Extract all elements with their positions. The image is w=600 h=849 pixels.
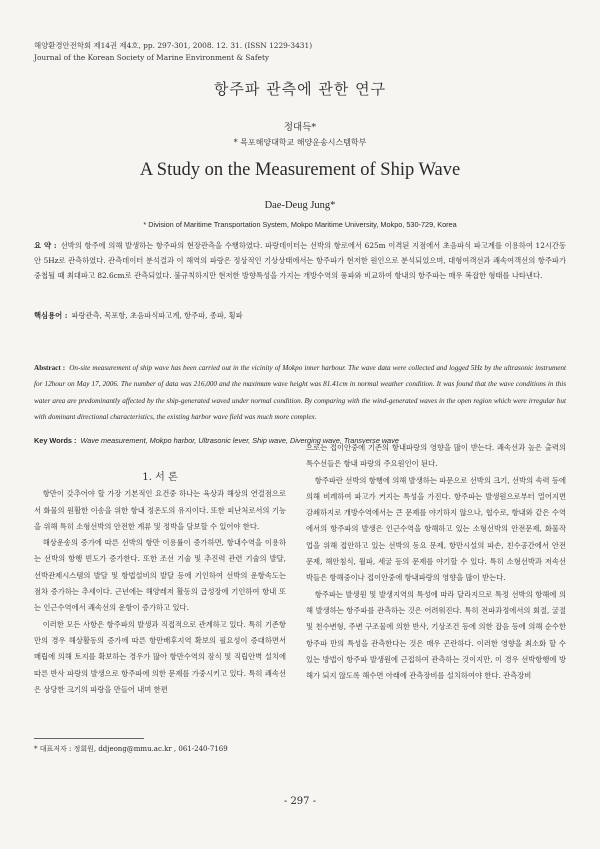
section-heading: 1. 서 론 bbox=[142, 472, 178, 483]
affiliation-korean: * 목포해양대학교 해양운송시스템학부 bbox=[233, 138, 367, 147]
author-english: Dae-Deug Jung* bbox=[264, 200, 336, 211]
keywords-english-label: Key Words : bbox=[34, 436, 77, 445]
body-paragraph: 항주파란 선박의 항행에 의해 발생하는 파문으로 선박의 크기, 선박의 속력 등에 의해 비례하여 파고가 커지는 특성을 가진다. 항주파는 발생원으로부터 멀어지면 감쇄하지로 개방수역에서는 큰 문제를 야기하지 않으나, 협수로, 항내와 같은 수역에서의 항주파의 발생은 인근수역을 항해하고 있는 소형선박의 안전문제, 화물작업을 위해 접안하고 있는 선박의 동요 문제, 항만시설의 파손, 친수공간에서 안전문제, 해안침식, 월파, 세굴 등의 문제를 야기할 수 있다. 특히 소형선박과 저속선박들은 항해중이나 접이안중에 항내파랑의 영향을 많이 받는다. bbox=[306, 475, 566, 583]
author-korean: 정대득* bbox=[283, 122, 317, 133]
keywords-english-text: Wave measurement, Mokpo harbor, Ultrasonic lever, Ship wave, Diverging wave, Transverse wave bbox=[80, 436, 399, 445]
keywords-korean-label: 핵심용어 : bbox=[34, 311, 68, 320]
keywords-korean-text: 파랑관측, 목포항, 초음파식파고계, 항주파, 종파, 횡파 bbox=[71, 311, 243, 320]
body-paragraph: 해상운송의 증가에 따른 선박의 항만 이용률이 증가하면, 항내수역을 이용하는 선박의 항행 빈도가 증가한다. 또한 조선 기술 및 추진력 관련 기술의 발달, 선박관제시스템의 발달 및 항법설비의 발달 등에 기인하여 선박의 운항속도는 점차 증가하는 추세이다. 근년에는 해양레저 활동의 급성장에 기인하여 항내 또는 인근수역에서 쾌속선의 운항이 증가하고 있다. bbox=[34, 538, 286, 613]
abstract-english-text: On-site measurement of ship wave has been carried out in the vicinity of Mokpo inner harbour. The wave data were collected and logged 5Hz by the ultrasonic instrument for 12hour on May 17, 2006. The number of data was 216,000 and the maximum wave height was 81.41cm in normal weather condition. It was found that the wave conditions in this water area are predominantly affected by the ship-generated waved under normal condition. By comparing with the wind-generated waves in the open region which were irregular but with dominant directional characteristics, the existing harbor wave field was much more complex. bbox=[34, 364, 566, 422]
journal-header-citation: 해양환경안전학회 제14권 제4호, pp. 297-301, 2008. 12. 31. (ISSN 1229-3431) bbox=[34, 41, 313, 50]
abstract-korean-label: 요 약 : bbox=[34, 241, 57, 250]
body-column-right bbox=[306, 440, 566, 684]
body-paragraph: 항주파는 발생원 및 발생지역의 특성에 따라 달라지므로 특정 선박의 항해에 의해 발생하는 항주파를 관측하는 것은 어려워진다. 특히 전파과정에서의 회절, 굴절 및 천수변형, 주변 구조물에 의한 반사, 기상조건 등에 의한 잡음 등에 의해 순수한 항주파 만의 특성을 관측한다는 것은 매우 곤란하다. 이러한 영향을 최소화 할 수 있는 방법이 항주파 발생원에 근접하여 관측하는 것이지만, 이 경우 선박항행에 방해가 되지 않도록 해수면 아래에 관측장비를 설치하여야 한다. 관측장비 bbox=[306, 589, 566, 681]
abstract-korean bbox=[34, 238, 566, 283]
abstract-korean-text: 선박의 항주에 의해 발생하는 항주파의 현장관측을 수행하였다. 파랑데이터는 선박의 항로에서 625m 이격된 지점에서 초음파식 파고계를 이용하여 12시간동안 5Hz로 관측하였다. 관측데이터 분석결과 이 해역의 파랑은 정상적인 기상상태에서는 항주파가 현저한 원인으로 분석되었으며, 대형여객선과 쾌속여객선의 항주파가 중첩될 때 최대파고 82.6cm로 관측되었다. 불규칙하지만 현저한 방향특성을 가지는 개방수역의 풍파와 비교하여 항내의 항주파는 매우 복잡한 형태를 나타낸다. bbox=[34, 241, 566, 280]
title-english: A Study on the Measurement of Ship Wave bbox=[139, 160, 461, 180]
body-paragraph: 으로는 접이안중에 기존의 항내파랑의 영향을 많이 받는다. 쾌속선과 높은 출력의 특수선들은 항내 파랑의 주요원인이 된다. bbox=[306, 443, 566, 469]
journal-header bbox=[34, 40, 312, 64]
abstract-english-label: Abstract : bbox=[34, 364, 66, 372]
journal-header-name: Journal of the Korean Society of Marine Environment & Safety bbox=[34, 53, 270, 62]
body-column-left bbox=[34, 470, 286, 698]
body-paragraph: 이러한 모든 사항은 항주파의 발생과 직접적으로 관계하고 있다. 특히 기존항만의 경우 해상활동의 증가에 따른 항만배후지역 확보의 필요성이 증대하면서 매립에 의해 토지를 확보하는 경우가 많아 항만수역의 잠식 및 직립안벽 설치에 따른 반사 파랑의 발생으로 항주파에 의한 문제를 가중시키고 있다. 특히 쾌속선은 상당한 크기의 파랑을 만들어 내며 한편 bbox=[34, 619, 286, 694]
affiliation-english: * Division of Maritime Transportation System, Mokpo Maritime University, Mokpo, 530-729, Korea bbox=[143, 220, 457, 229]
keywords-korean bbox=[34, 311, 566, 321]
page-number: - 297 - bbox=[283, 796, 317, 807]
title-korean: 항주파 관측에 관한 연구 bbox=[213, 80, 387, 98]
abstract-english bbox=[34, 360, 566, 426]
footnote-divider bbox=[34, 738, 144, 739]
footnote: * 대표저자 : 정회원, ddjeong@mmu.ac.kr , 061-240-7169 bbox=[34, 745, 228, 753]
body-paragraph: 항만이 갖추어야 할 가장 기본적인 요건중 하나는 육상과 해상의 연결점으로서 화물의 원활한 이송을 위한 항내 정온도의 유지이다. 또한 피난처로서의 기능을 위해 특히 소형선박의 안전한 계류 및 정박을 담보할 수 있어야 한다. bbox=[34, 489, 286, 531]
